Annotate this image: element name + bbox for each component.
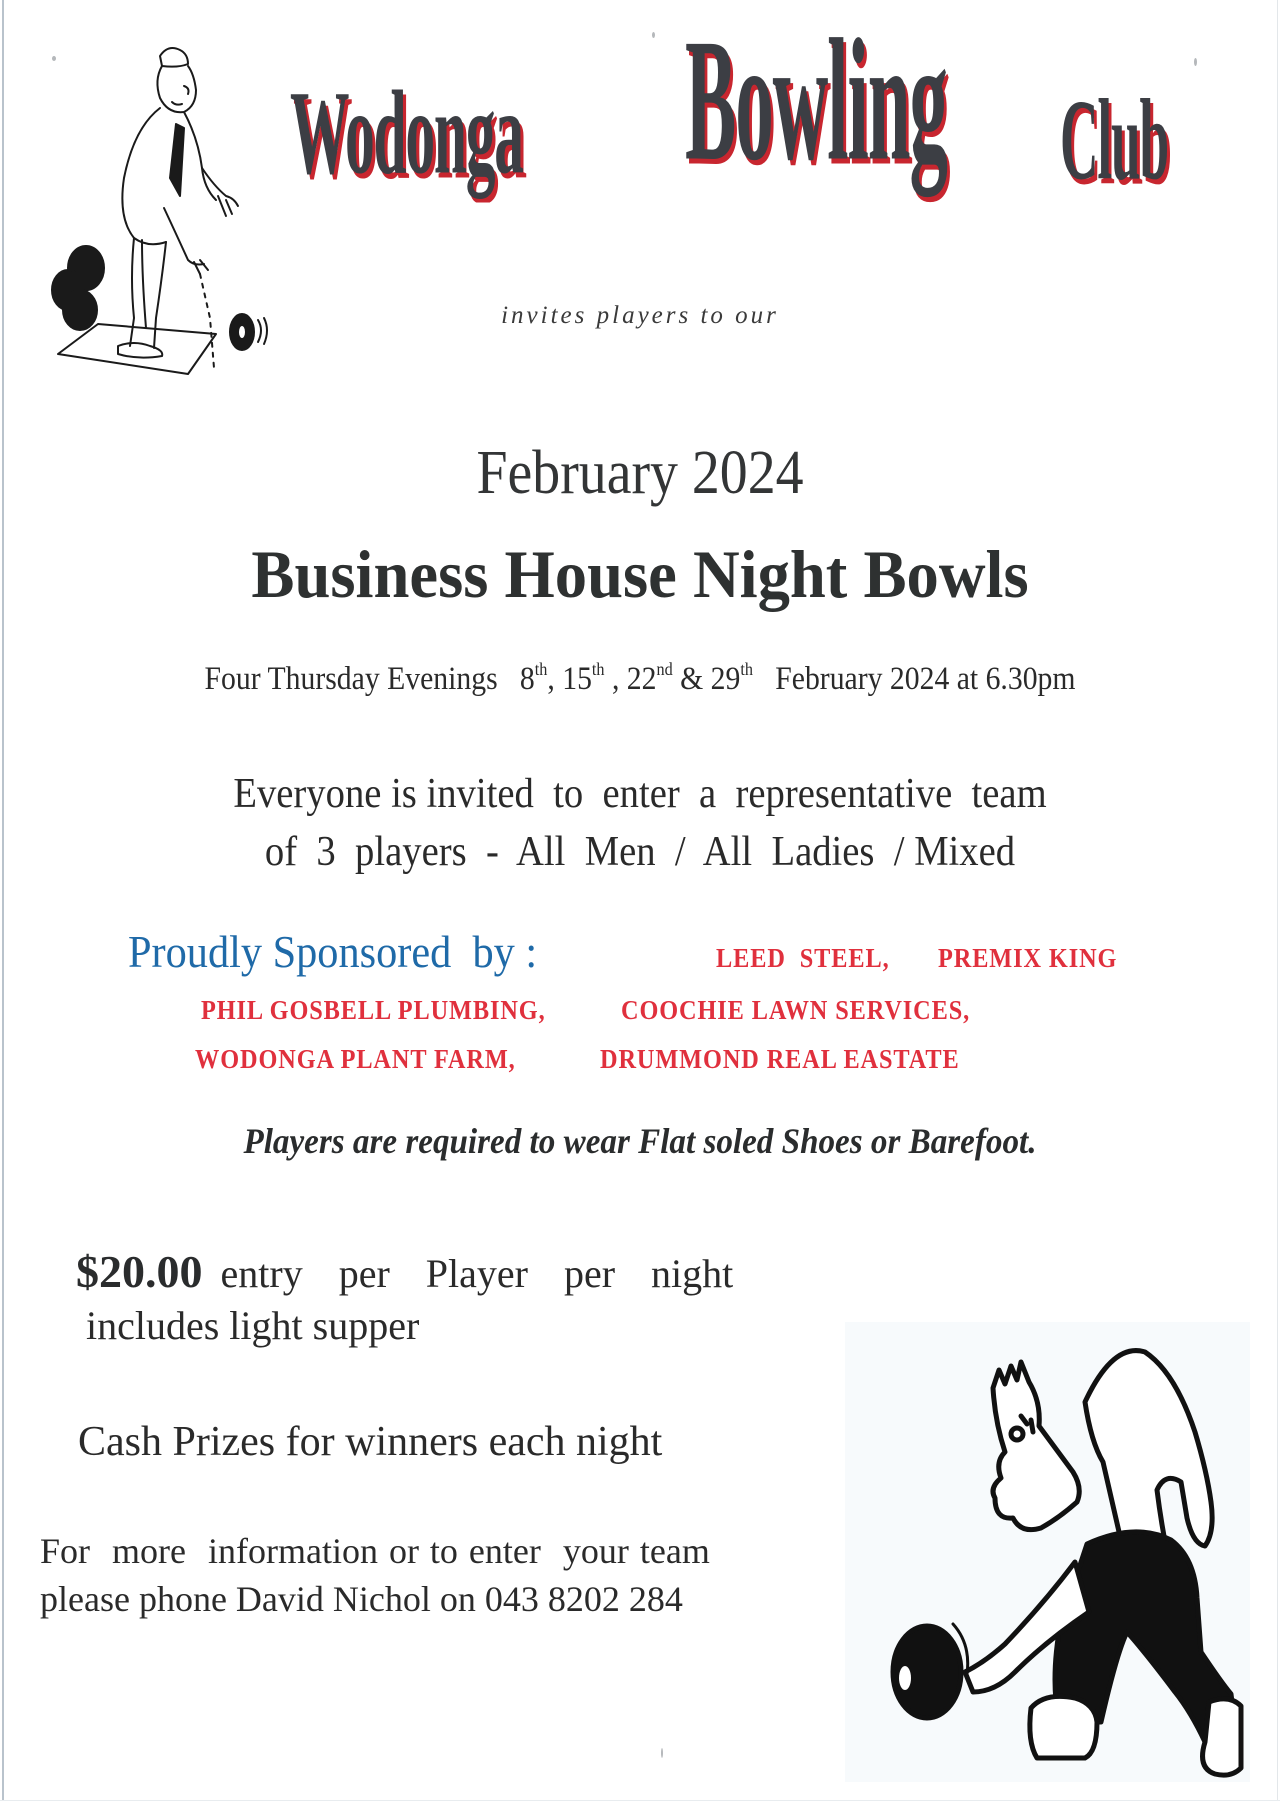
- entry-price-text: entry per Player per night: [220, 1251, 734, 1296]
- sponsor-premix-king: PREMIX KING: [938, 943, 1118, 973]
- schedule-prefix: Four Thursday Evenings: [204, 661, 498, 697]
- club-title-word-1: Wodonga: [290, 64, 523, 199]
- contact-line-2: please phone David Nichol on 043 8202 284: [40, 1579, 683, 1619]
- sponsor-phil-gosbell-plumbing: PHIL GOSBELL PLUMBING,: [201, 995, 546, 1025]
- sponsor-drummond-real-estate: DRUMMOND REAL EASTATE: [600, 1044, 960, 1074]
- sponsor-leed-steel: LEED STEEL,: [716, 943, 890, 973]
- dress-code-notice: Players are required to wear Flat soled Shoes or Barefoot.: [243, 1121, 1037, 1161]
- schedule-tail: February 2024 at 6.30pm: [775, 661, 1076, 697]
- club-title-word-3: Club: [1060, 76, 1169, 204]
- scan-edge-right: [1277, 0, 1278, 1800]
- entry-includes: includes light supper: [86, 1303, 420, 1348]
- event-title: Business House Night Bowls: [251, 536, 1029, 612]
- cartoon-bowler-delivering-bowl-icon: [845, 1322, 1250, 1782]
- cartoon-bowler-elderly-man-icon: [38, 28, 278, 388]
- date-2: 15th ,: [562, 659, 627, 697]
- invitation-line-1: Everyone is invited to enter a representative team: [233, 771, 1047, 817]
- event-month: February 2024: [476, 439, 804, 507]
- club-title-word-2: Bowling: [685, 3, 947, 198]
- scan-edge-bottom: [0, 1800, 1280, 1801]
- event-schedule: [64, 661, 1216, 698]
- invitation-line-2: of 3 players - All Men / All Ladies / Mixed: [264, 829, 1016, 875]
- scan-speck: [52, 56, 56, 61]
- scan-edge-left: [2, 0, 4, 1800]
- entry-fee: [76, 1245, 733, 1298]
- prizes-text: Cash Prizes for winners each night: [78, 1419, 663, 1465]
- sponsors-line-1: [128, 925, 1118, 978]
- date-4: 29th: [710, 659, 753, 697]
- club-title: [290, 3, 1250, 250]
- scan-speck: [661, 1748, 663, 1758]
- sponsor-coochie-lawn-services: COOCHIE LAWN SERVICES,: [621, 995, 971, 1025]
- sponsors-label: Proudly Sponsored by :: [128, 926, 538, 977]
- scan-speck: [1194, 58, 1197, 66]
- date-1: 8th,: [519, 659, 563, 697]
- date-3: 22nd &: [626, 659, 711, 697]
- scan-speck: [652, 32, 655, 38]
- entry-price: $20.00: [76, 1246, 203, 1297]
- contact-line-1: For more information or to enter your team: [40, 1531, 710, 1571]
- sponsor-wodonga-plant-farm: WODONGA PLANT FARM,: [195, 1044, 516, 1074]
- tagline: invites players to our: [501, 302, 779, 329]
